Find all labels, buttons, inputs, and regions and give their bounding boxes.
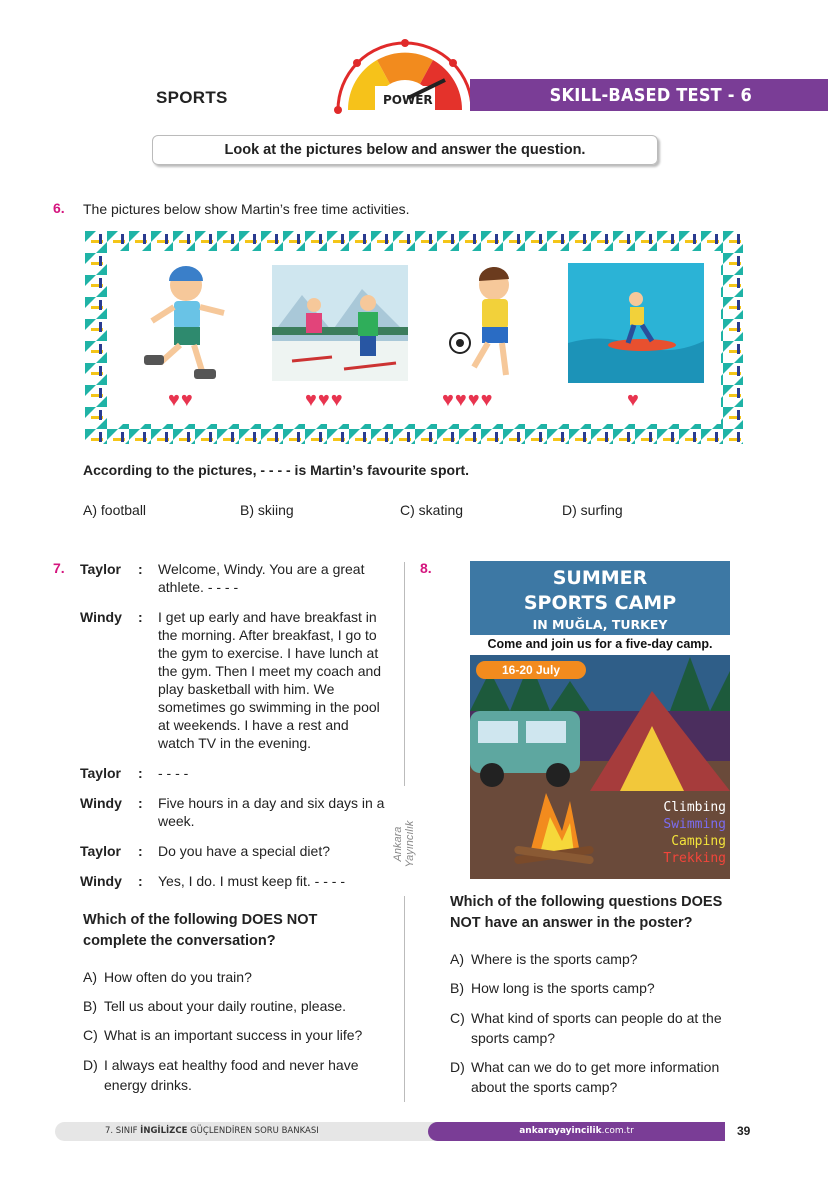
poster-activity: Camping xyxy=(671,834,726,849)
skating-hearts: ♥♥ xyxy=(168,389,194,411)
dialogue-line: Taylor : Do you have a special diet? xyxy=(80,843,330,859)
instruction-box: Look at the pictures below and answer the question. xyxy=(152,135,658,165)
q8-option-c[interactable]: C) What kind of sports can people do at the sports camp? xyxy=(450,1010,722,1046)
dialogue-line: Windy : Yes, I do. I must keep fit. - - - - xyxy=(80,873,345,889)
page-number: 39 xyxy=(737,1124,751,1138)
q8-option-d[interactable]: D) What can we do to get more information about the sports camp? xyxy=(450,1059,720,1095)
surfing-hearts: ♥ xyxy=(627,389,640,411)
question-7-stem: Which of the following DOES NOT complete the conversation? xyxy=(83,912,318,949)
skating-picture xyxy=(138,263,234,385)
footer-site-suffix: .com.tr xyxy=(601,1126,634,1136)
q7-option-b[interactable]: B) Tell us about your daily routine, please. xyxy=(83,998,347,1014)
skiing-picture xyxy=(272,265,408,381)
football-picture xyxy=(444,263,534,385)
question-7-number: 7. xyxy=(53,560,65,576)
q6-option-d[interactable]: D) surfing xyxy=(562,502,623,518)
q6-option-b[interactable]: B) skiing xyxy=(240,502,294,518)
poster-title-2: SPORTS CAMP xyxy=(523,592,677,614)
poster-dates: 16-20 July xyxy=(501,663,561,677)
q8-option-a[interactable]: A) Where is the sports camp? xyxy=(450,951,638,967)
dialogue xyxy=(80,560,386,902)
q6-option-a[interactable]: A) football xyxy=(83,502,147,518)
surfing-picture xyxy=(568,263,704,383)
topic-title: SPORTS xyxy=(156,88,228,107)
poster-activity: Climbing xyxy=(663,800,726,815)
q8-option-b[interactable]: B) How long is the sports camp? xyxy=(450,980,655,996)
dialogue-line: Taylor : Welcome, Windy. You are a great athlete. - - - - xyxy=(80,561,365,595)
test-title: SKILL-BASED TEST - 6 xyxy=(549,85,752,106)
q7-option-a[interactable]: A) How often do you train? xyxy=(83,969,252,985)
footer-book-suffix: GÜÇLENDİREN SORU BANKASI xyxy=(190,1126,319,1136)
question-8-stem: Which of the following questions DOES NOT have an answer in the poster? xyxy=(450,894,723,931)
poster-title-1: SUMMER xyxy=(552,567,648,589)
q6-option-c[interactable]: C) skating xyxy=(400,502,464,518)
footer-book-bold: İNGİLİZCE xyxy=(140,1126,188,1136)
dialogue-line: Windy : Five hours in a day and six days in a week. xyxy=(80,795,385,829)
question-8-number: 8. xyxy=(420,560,432,576)
q7-option-d[interactable]: D) I always eat healthy food and never have energy drinks. xyxy=(83,1057,359,1093)
footer-page-box xyxy=(725,1122,785,1141)
publisher-vertical: Ankara Yayıncılık xyxy=(392,820,416,868)
football-hearts: ♥♥♥♥ xyxy=(442,389,494,411)
gauge-label: POWER xyxy=(383,93,433,107)
question-6-stem: According to the pictures, - - - - is Martin’s favourite sport. xyxy=(83,462,470,478)
skiing-hearts: ♥♥♥ xyxy=(305,389,344,411)
footer-site-bold: ankarayayincilik xyxy=(519,1126,602,1136)
footer-site-link[interactable] xyxy=(428,1126,725,1136)
footer-book-title xyxy=(105,1126,319,1136)
question-6-intro: The pictures below show Martin’s free time activities. xyxy=(83,201,410,217)
poster-activity: Trekking xyxy=(663,851,726,866)
poster-location: IN MUĞLA, TURKEY xyxy=(532,617,668,632)
dialogue-line: Taylor : - - - - xyxy=(80,765,189,781)
dialogue-line: Windy : I get up early and have breakfast in the morning. After breakfast, I go to the gym to exercise. I have lunch at the gym. Then I meet my coach and play basketball with him. We sometimes go swimming in the pool at weekends. I have a rest and watch TV in the evening. xyxy=(80,609,382,751)
poster-activities xyxy=(626,799,726,867)
q7-option-c[interactable]: C) What is an important success in your life? xyxy=(83,1027,363,1043)
poster-activity: Swimming xyxy=(663,817,726,832)
question-6-number: 6. xyxy=(53,200,65,216)
footer-book-prefix: 7. SINIF xyxy=(105,1126,138,1136)
poster-tagline: Come and join us for a five-day camp. xyxy=(487,637,713,651)
